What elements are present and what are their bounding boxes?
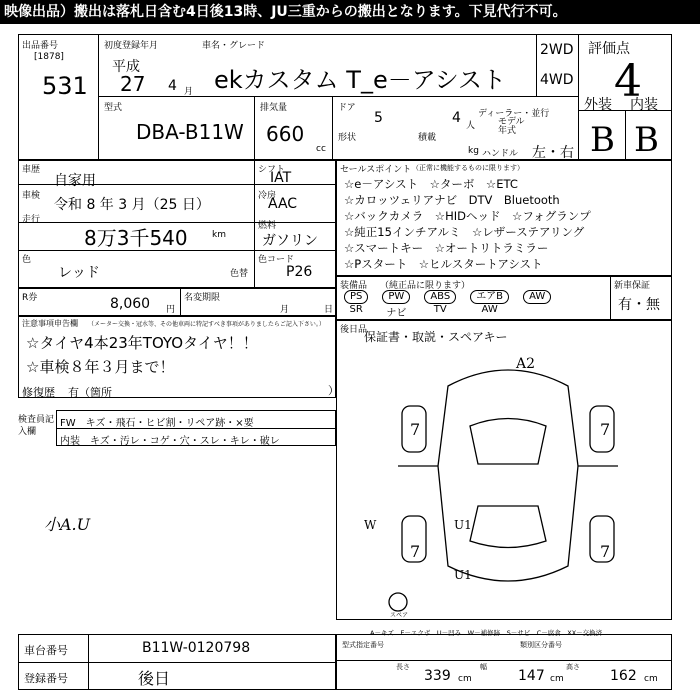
new-warranty-label: 新車保証: [614, 281, 651, 291]
class-label: 類別区分番号: [520, 641, 562, 649]
reg-value: 後日: [138, 669, 171, 688]
reg-label: 登録番号: [24, 672, 68, 685]
len-unit: cm: [458, 674, 472, 684]
seat-label: 積載: [418, 133, 437, 143]
ac-value: AAC: [268, 196, 298, 212]
equip-item: PS SR: [344, 290, 368, 319]
sales-list: [344, 176, 591, 272]
first-reg-month-unit: 月: [184, 87, 194, 97]
diag-mark-7: 7: [600, 420, 611, 439]
equip-note: （純正品に限ります）: [380, 281, 471, 291]
chassis-value: B11W-0120798: [142, 640, 251, 656]
first-reg-label: 初度登録年月: [104, 41, 159, 51]
diag-mark-7: 7: [410, 542, 421, 561]
first-reg-month: 4: [168, 78, 177, 94]
equip-item: AW: [523, 290, 551, 319]
model-name: ekカスタム T_e－アシスト: [214, 66, 507, 94]
chassis-label: 車台番号: [24, 644, 68, 657]
handle-value: 左・右: [532, 145, 574, 161]
color-code: P26: [286, 264, 313, 280]
sales-point: ☆e－アシスト ☆ターボ ☆ETC: [344, 177, 518, 191]
inspector-label: 検査員記入欄: [18, 415, 55, 437]
diag-mark-u1: U1: [454, 518, 472, 532]
diag-mark-top: A2: [516, 356, 536, 372]
recycle-unit: 円: [166, 305, 176, 315]
inspector-hand: 小A.U: [44, 515, 91, 534]
notes-line2: ☆車検８年３月まで！: [26, 358, 175, 376]
inspector-fw: FW キズ・飛石・ヒビ割・リペア跡・×要: [60, 418, 254, 429]
capacity-value: 4: [452, 110, 461, 126]
form-label: 形状: [338, 133, 357, 143]
capacity-unit: 人: [466, 121, 476, 131]
height-label: 高さ: [566, 663, 580, 671]
width-label: 幅: [480, 663, 487, 671]
mileage-value: 8万3千540: [84, 226, 188, 250]
equip-item: エアB AW: [470, 290, 509, 319]
int-grade: B: [634, 120, 659, 160]
after-label: 後日品: [340, 325, 368, 335]
type-value: DBA-B11W: [136, 120, 244, 144]
equip-items: [344, 290, 551, 319]
ext-label: 外装: [584, 97, 612, 113]
color-change-label: 色替: [230, 269, 249, 279]
lot-label: 出品番号: [22, 41, 59, 51]
diag-mark-w: W: [364, 518, 377, 532]
equip-item: PW ナビ: [382, 290, 410, 319]
lot-sub: [1878]: [34, 52, 64, 62]
ext-grade: B: [590, 120, 615, 160]
car-diagram: [378, 356, 638, 612]
fuel-value: ガソリン: [262, 233, 318, 249]
shift-label: シフト: [258, 165, 286, 175]
int-label: 内装: [630, 97, 658, 113]
usage-value: 自家用: [54, 173, 96, 189]
deadline-label: 名変期限: [184, 293, 221, 303]
usage-label: 車歴: [22, 165, 41, 175]
equip-label: 装備品: [340, 281, 368, 291]
grade-label: 評価点: [588, 41, 630, 57]
shift-value: IAT: [270, 170, 292, 186]
damage-legend: A－キズ E－エクボ U－凹み W－補修跡 S－サビ C－腐食 XX－交換済: [370, 629, 603, 637]
diag-mark-7: 7: [410, 420, 421, 439]
equip-item: ABS TV: [424, 290, 456, 319]
after-value: 保証書・取説・スペアキー: [364, 330, 508, 344]
sales-point: ☆バックカメラ ☆HIDヘッド ☆フォグランプ: [344, 209, 591, 223]
sales-point: ☆スマートキー ☆オートリトラミラー: [344, 241, 549, 255]
type-designation-label: 型式指定番号: [342, 641, 384, 649]
sales-point: ☆Pスタート ☆ヒルスタートアシスト: [344, 257, 543, 271]
header-notice: 映像出品）搬出は落札日含む4日後13時、JU三重からの搬出となります。下見代行不可。: [0, 0, 700, 24]
len-value: 339: [424, 668, 451, 684]
sales-label: セールスポイント: [340, 165, 412, 175]
mileage-label: 走行: [22, 215, 41, 225]
model-year-label: モデル 年式: [498, 117, 525, 136]
grade-value: 4: [614, 56, 642, 107]
doors-value: 5: [374, 110, 383, 126]
height-unit: cm: [644, 674, 658, 684]
lot-number: 531: [42, 72, 88, 100]
kg-unit: kg: [468, 146, 479, 156]
model-label: 車名・グレード: [202, 41, 266, 51]
diag-mark-7: 7: [600, 542, 611, 561]
fuel-label: 燃料: [258, 221, 277, 231]
color-label: 色: [22, 255, 32, 265]
repair-label: 修復歴: [22, 386, 55, 399]
drive-4wd: 4WD: [540, 72, 574, 88]
sales-point: ☆純正15インチアルミ ☆レザーステアリング: [344, 225, 585, 239]
dealer-label: ディーラー・並行: [478, 109, 550, 119]
mileage-unit: km: [212, 230, 226, 240]
recycle-label: R券: [22, 293, 38, 303]
notes-label: 注意事項申告欄: [22, 319, 78, 328]
first-reg-era: 平成: [112, 59, 140, 75]
notes-line1: ☆タイヤ4本23年TOYOタイヤ！！: [26, 334, 258, 352]
recycle-value: 8,060: [110, 296, 151, 312]
inspect-value: 令和 8 年 3 月（25 日）: [54, 197, 210, 213]
inspector-interior: 内装 キズ・汚レ・コゲ・穴・スレ・キレ・破レ: [60, 436, 280, 447]
drive-2wd: 2WD: [540, 42, 574, 58]
spare-label: スペア: [390, 612, 409, 619]
sales-label-note: （正常に機能するものに限ります）: [412, 164, 524, 172]
doors-label: ドア: [338, 103, 356, 113]
auction-sheet: 出品番号 [1878] 531 初度登録年月 平成 27 4 月 車名・グレード ekカスタム T_e－アシスト 2WD 4WD 評価点 4 型式 DBA-B11W 排気量 660 cc ドア 5 形状 積載 4 人 ディーラー・並行 モデル 年式 kg ハンドル 左・右 外装 内装 B B 車歴 自家用 シフト IAT 車検 令和 8 年 3 月（25 日） 冷房 AAC 走行 8万3千540 km 燃料 ガソリン 色 レッド 色替 色コード P26 R券 8,060 円 名変期限 月 日 注意事項申告欄 （メーター交換・冠水等、その他車両に特記すべき事項がありましたらご記入下さい。） ☆タイヤ4本23年TOYOタイヤ！！ ☆車検８年３月まで！ 修復歴 有（箇所 ） 検査員記入欄 FW キズ・飛石・ヒビ割・リペア跡・×要 内装 キズ・汚レ・コゲ・穴・スレ・キレ・破レ 小A.U セールスポイント （正常に機能するものに限ります） ☆e－アシスト ☆ターボ ☆ETC ☆カロッツェリアナビ DTV Bluetooth ☆バックカメラ ☆HIDヘッド ☆フォグランプ ☆純正15インチアルミ ☆レザーステアリング ☆スマートキー ☆オートリトラミラー ☆Pスタート ☆ヒルスタートアシスト 装備品 （純正品に限ります） PS SR PW ナビ ABS TV エアB AW AW 新車保証 有・無 後日品 保証書・取説・スペアキー A2 U1 U1 W 7 7 7 7 スペア A－キズ E－エクボ U－凹み W－補修跡 S－サビ C－腐食 XX－交換済 車台番号 B11W-0120798 登録番号 後日 型式指定番号 類別区分番号 長さ 339 cm 幅 147 cm 高さ 162 cm: [18, 34, 690, 694]
disp-label: 排気量: [260, 103, 288, 113]
len-label: 長さ: [396, 663, 410, 671]
new-warranty-value: 有・無: [618, 297, 660, 313]
handle-label: ハンドル: [482, 149, 519, 159]
disp-value: 660: [266, 122, 305, 146]
sales-point: ☆カロッツェリアナビ DTV Bluetooth: [344, 193, 560, 207]
notes-label-note: （メーター交換・冠水等、その他車両に特記すべき事項がありましたらご記入下さい。）: [88, 321, 325, 328]
ac-label: 冷房: [258, 191, 277, 201]
disp-unit: cc: [316, 144, 326, 154]
diag-mark-u1b: U1: [454, 568, 472, 582]
type-label: 型式: [104, 103, 123, 113]
first-reg-year: 27: [120, 72, 146, 96]
repair-value: 有（箇所: [68, 386, 112, 399]
height-value: 162: [610, 668, 637, 684]
width-value: 147: [518, 668, 545, 684]
inspect-label: 車検: [22, 191, 41, 201]
color-value: レッド: [58, 265, 100, 281]
deadline-day: 日: [324, 305, 334, 315]
width-unit: cm: [550, 674, 564, 684]
color-code-label: 色コード: [258, 255, 295, 265]
deadline-month: 月: [280, 305, 290, 315]
